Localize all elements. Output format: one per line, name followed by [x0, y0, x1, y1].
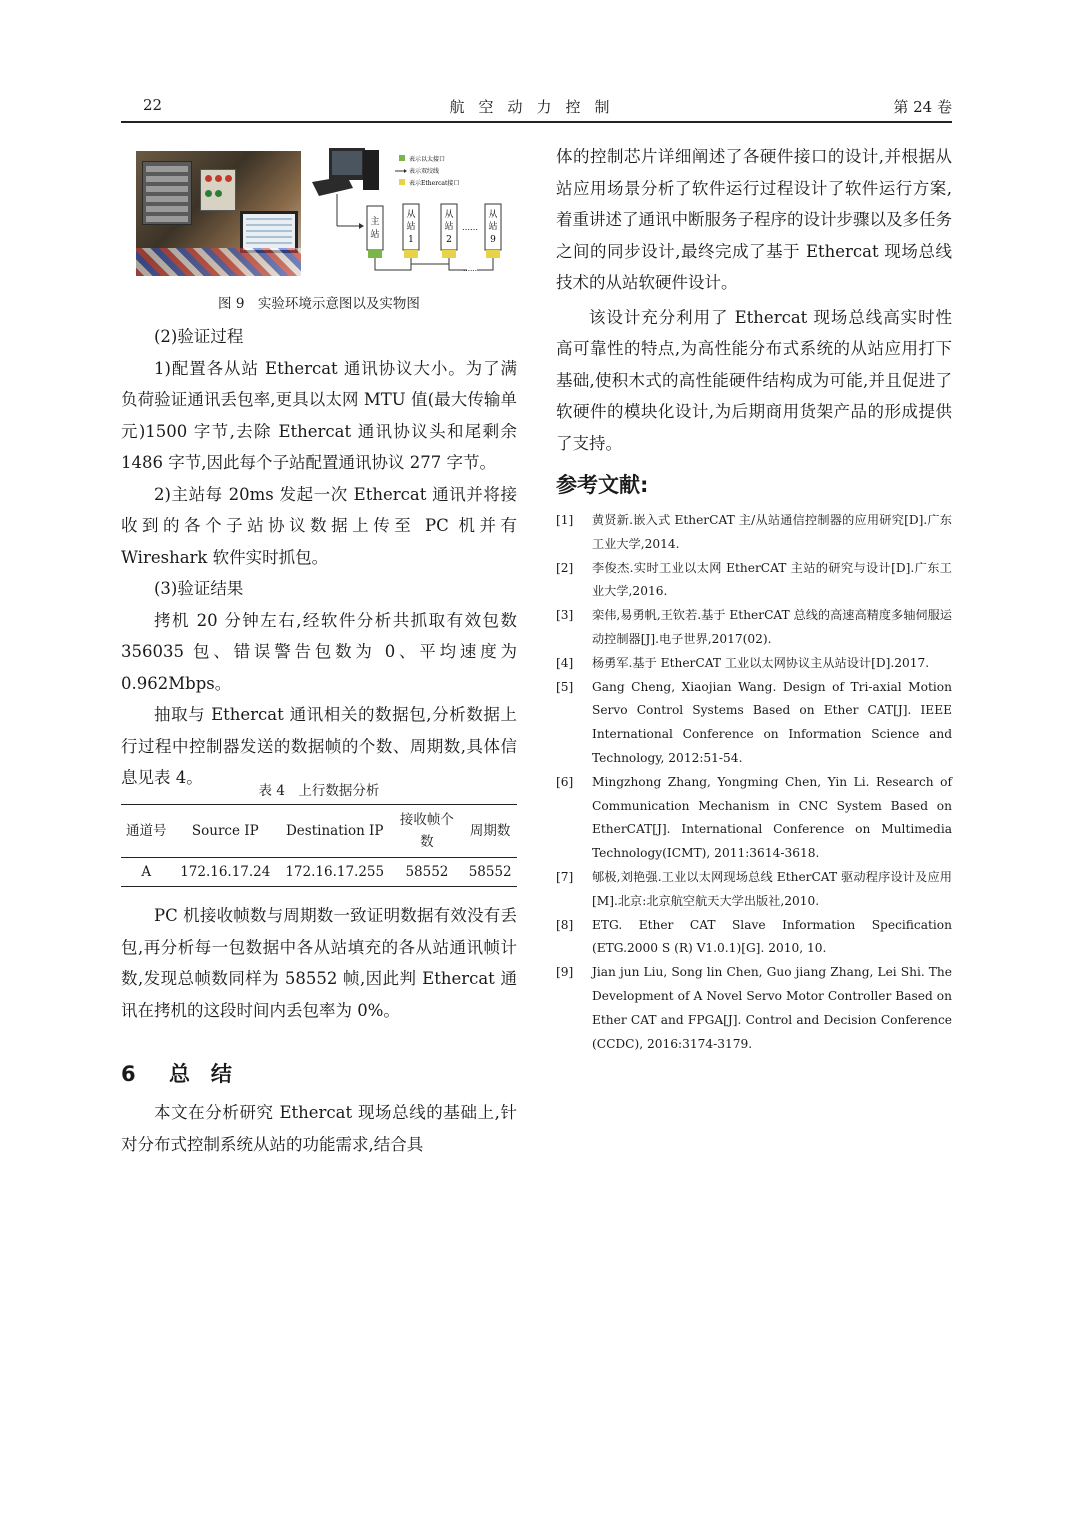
- svg-text:站: 站: [444, 222, 454, 232]
- svg-text:站: 站: [370, 230, 380, 240]
- section-6-heading: [121, 1058, 232, 1088]
- reference-item: [6] Mingzhong Zhang, Yongming Chen, Yin Li. Research of Communication Mechanism in CNC System Based on EtherCAT[J]. International Conference on Multimedia Technology(ICMT), 2011:3614-3618.: [556, 774, 952, 861]
- reference-item: [8] ETG. Ether CAT Slave Information Specification (ETG.2000 S (R) V1.0.1)[G]. 2010, 10.: [556, 917, 952, 956]
- master-station-box: [367, 206, 383, 250]
- reference-item: [4] 杨勇军.基于 EtherCAT 工业以太网协议主从站设计[D].2017.: [556, 655, 930, 670]
- running-header: [121, 96, 952, 120]
- paragraph-summary-continued: 体的控制芯片详细阐述了各硬件接口的设计,并根据从站应用场景分析了软件运行过程设计了软件运行方案,着重讲述了通讯中断服务子程序的设计步骤以及多任务之间的同步设计,最终完成了基于 Ethercat 现场总线技术的从站软硬件设计。: [556, 147, 952, 292]
- svg-text:主: 主: [370, 217, 380, 227]
- pc-icon: [312, 148, 379, 196]
- figure-caption: 图 9 实验环境示意图以及实物图: [218, 296, 420, 312]
- header-rule: [121, 121, 952, 123]
- header-source-ip: Source IP: [191, 823, 259, 839]
- paragraph-verification-process: (2)验证过程: [154, 327, 244, 346]
- svg-text:1: 1: [408, 235, 414, 245]
- figure-9: [121, 146, 517, 318]
- table-header-row: [121, 805, 517, 858]
- paragraph-verification-result: (3)验证结果: [154, 579, 244, 598]
- header-channel: 通道号: [126, 823, 167, 839]
- svg-text:2: 2: [446, 235, 452, 245]
- paragraph-conclusion-loss: PC 机接收帧数与周期数一致证明数据有效没有丢包,再分析每一包数据中各从站填充的各从站通讯帧计数,发现总帧数同样为 58552 帧,因此判 Ethercat 通讯在拷机的这段时间内丢包率为 0%。: [121, 906, 517, 1020]
- legend-twisted-pair: 表示双绞线: [409, 168, 440, 175]
- legend-ethercat-swatch: [399, 179, 405, 185]
- reference-item: [5] Gang Cheng, Xiaojian Wang. Design of Tri-axial Motion Servo Control Systems Based on Ether CAT[J]. IEEE International Conference on Information Science and Technology, 2012:51-54.: [556, 679, 952, 765]
- svg-text:站: 站: [488, 222, 498, 232]
- table-row: [121, 858, 517, 887]
- header-destination-ip: Destination IP: [285, 823, 384, 839]
- paragraph-significance: 该设计充分利用了 Ethercat 现场总线高实时性高可靠性的特点,为高性能分布式系统的从站应用打下基础,使积木式的高性能硬件结构成为可能,并且促进了软硬件的模块化设计,为后期商用货架产品的形成提供了支持。: [556, 307, 952, 453]
- reference-item: [7] 郇极,刘艳强.工业以太网现场总线 EtherCAT 驱动程序设计及应用[M].北京:北京航空航天大学出版社,2010.: [556, 869, 952, 908]
- ellipsis: ……: [462, 223, 478, 232]
- legend-ethernet-swatch: [399, 155, 405, 161]
- cell-cycles: 58552: [468, 864, 512, 880]
- reference-item: [3] 栾伟,易勇帆,王钦若.基于 EtherCAT 总线的高速高精度多轴伺服运动控制器[J].电子世界,2017(02).: [556, 608, 952, 646]
- references-heading: 参考文献:: [556, 473, 649, 497]
- equipment-rack: [142, 161, 192, 225]
- table-4: [121, 804, 517, 887]
- left-column-summary: [121, 1097, 517, 1160]
- paragraph-packet-stats: 拷机 20 分钟左右,经软件分析共抓取有效包数 356035 包、错误警告包数为 0、平均速度为 0.962Mbps。: [121, 610, 517, 693]
- svg-text:从: 从: [406, 210, 416, 220]
- reference-item: [9] Jian jun Liu, Song lin Chen, Guo jiang Zhang, Lei Shi. The Development of A Novel Servo Motor Controller Based on Ether CAT and FPGA[J]. Control and Decision Conference (CCDC), 2016:3174-3179.: [556, 965, 952, 1051]
- reference-list: [556, 509, 952, 1056]
- cell-channel: A: [141, 864, 152, 880]
- left-column-lower: [121, 900, 517, 1026]
- svg-text:……: ……: [463, 265, 477, 273]
- legend-ethercat: 表示Ethercat接口: [409, 180, 460, 187]
- journal-name: 航空动力控制: [449, 98, 624, 116]
- reference-item: [2] 李俊杰.实时工业以太网 EtherCAT 主站的研究与设计[D].广东工业大学,2016.: [556, 560, 952, 599]
- svg-text:从: 从: [444, 210, 454, 220]
- paragraph-summary-start: 本文在分析研究 Ethercat 现场总线的基础上,针对分布式控制系统从站的功能需求,结合具: [121, 1103, 517, 1154]
- volume-label: 第 24 卷: [893, 98, 952, 116]
- control-panel: [200, 169, 236, 211]
- header-received-frames: 接收帧个数: [399, 812, 454, 850]
- table-caption: 表 4 上行数据分析: [258, 783, 380, 799]
- network-diagram: [307, 146, 517, 281]
- svg-text:9: 9: [490, 235, 496, 245]
- reference-item: [1] 黄贤新.嵌入式 EtherCAT 主/从站通信控制器的应用研究[D].广东工业大学,2014.: [556, 513, 952, 551]
- svg-text:站: 站: [406, 222, 416, 232]
- paragraph-master-poll: 2)主站每 20ms 发起一次 Ethercat 通讯并将接收到的各个子站协议数据上传至 PC 机并有 Wireshark 软件实时抓包。: [121, 484, 517, 567]
- section-title: 总 结: [168, 1062, 232, 1086]
- cell-source-ip: 172.16.17.24: [180, 864, 271, 880]
- lab-photo: [136, 151, 301, 276]
- cell-destination-ip: 172.16.17.255: [285, 864, 385, 880]
- monitor-screen: [240, 211, 298, 253]
- page-number: 22: [143, 96, 163, 114]
- left-column-upper: [121, 321, 517, 794]
- paragraph-config: 1)配置各从站 Ethercat 通讯协议大小。为了满负荷验证通讯丢包率,更具以太网 MTU 值(最大传输单元)1500 字节,去除 Ethercat 通讯协议头和尾剩余 1486 字节,因此每个子站配置通讯协议 277 字节。: [121, 358, 517, 472]
- svg-text:从: 从: [488, 210, 498, 220]
- legend-ethernet: 表示以太接口: [409, 156, 446, 163]
- right-column: [556, 141, 952, 459]
- striped-backdrop: [136, 248, 301, 276]
- header-cycles: 周期数: [469, 823, 511, 839]
- paragraph-frame-analysis: 抽取与 Ethercat 通讯相关的数据包,分析数据上行过程中控制器发送的数据帧的个数、周期数,具体信息见表 4。: [121, 705, 517, 787]
- section-number: 6: [121, 1062, 136, 1086]
- cell-received-frames: 58552: [405, 864, 449, 880]
